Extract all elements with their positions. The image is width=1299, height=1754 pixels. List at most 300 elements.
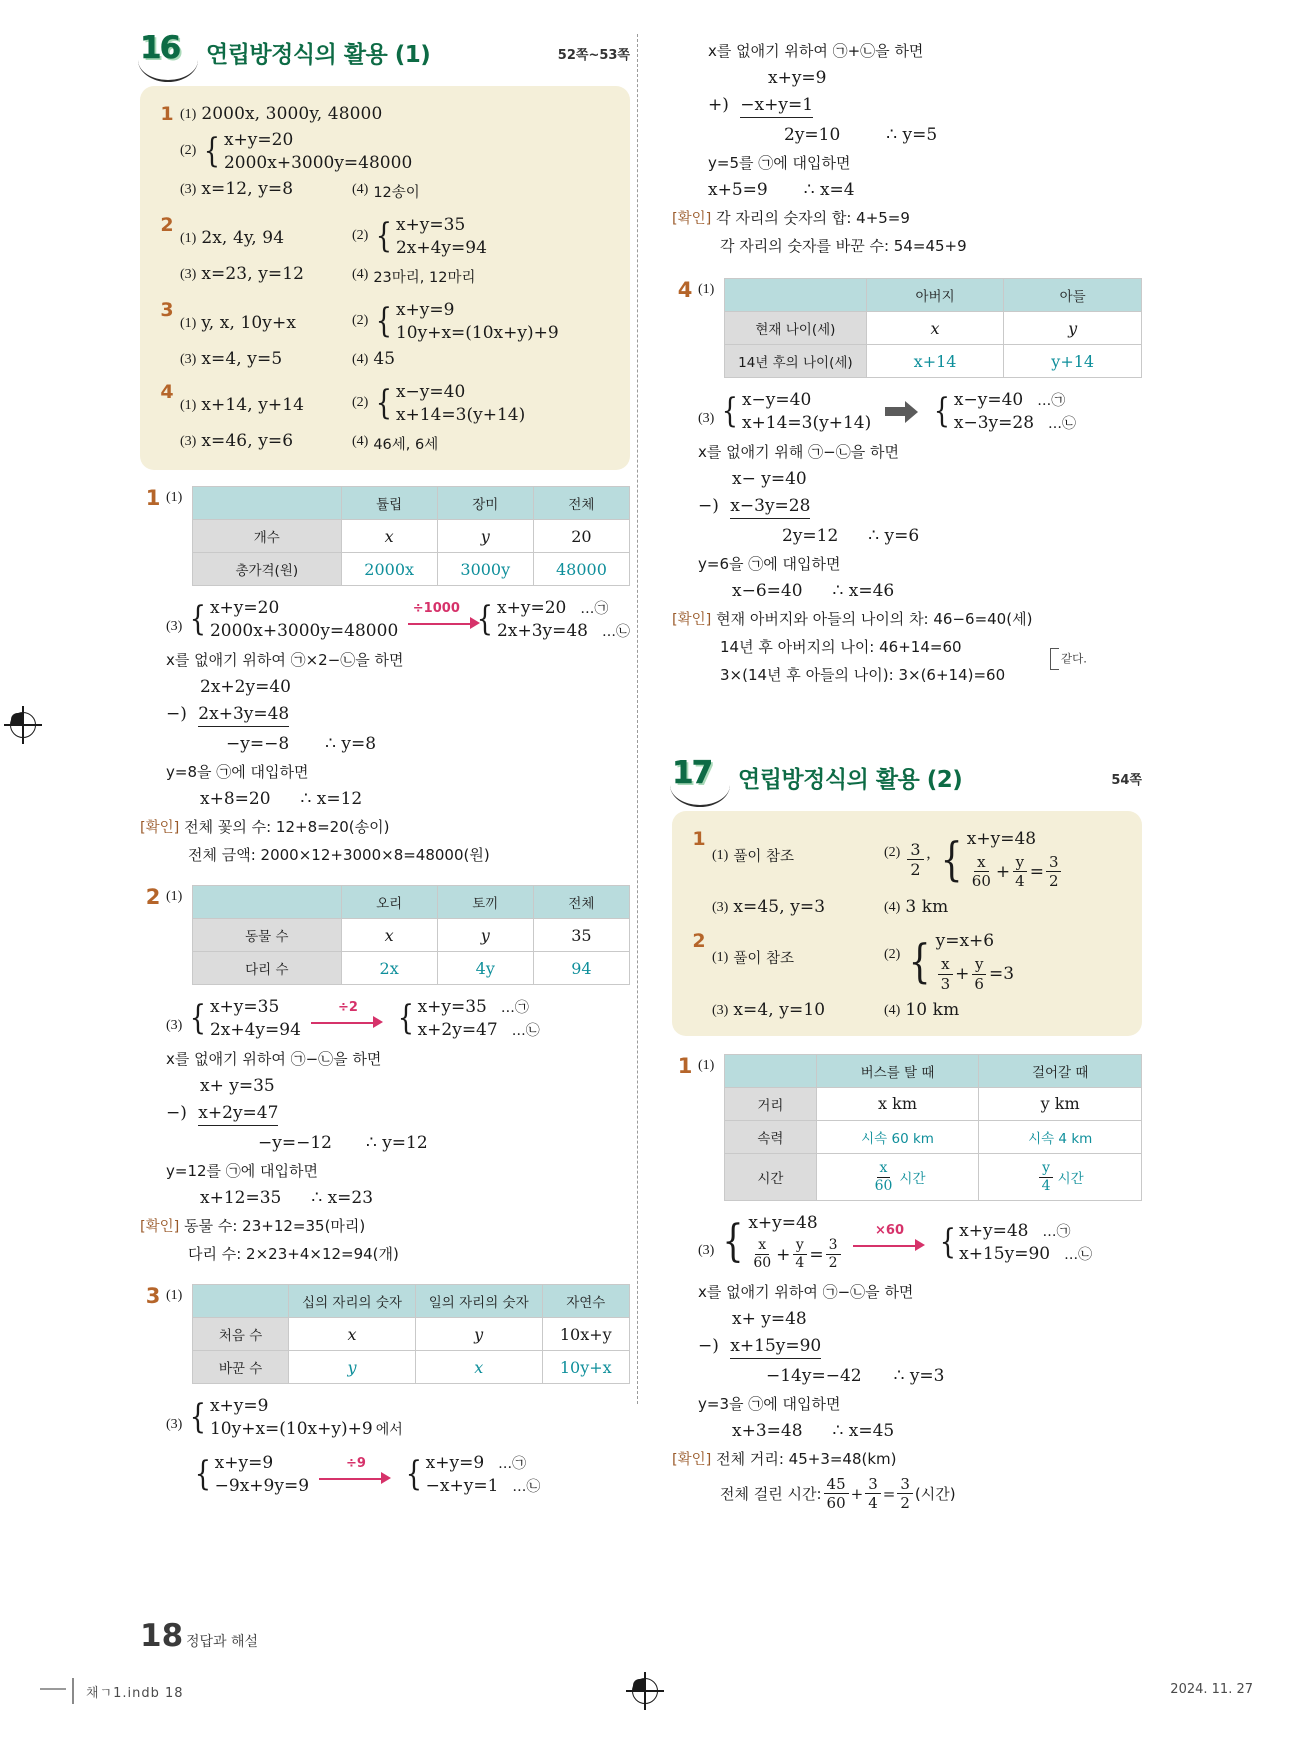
section-title: 연립방정식의 활용 (2) — [738, 767, 963, 793]
check-row — [140, 1215, 630, 1236]
equation-line: x−y=40 — [395, 382, 466, 402]
solution-step: −y=−8 — [226, 734, 290, 754]
solution-conclusion: ∴ x=45 — [832, 1421, 895, 1442]
equation-line: x+14=3(y+14) — [741, 413, 872, 433]
answer-sub-label: (4) — [352, 182, 369, 197]
elimination-operator: +) — [708, 95, 729, 115]
problem-number: 3 — [145, 1284, 161, 1308]
arrow-label: ×60 — [875, 1223, 904, 1239]
equation-suffix: 에서 — [375, 1422, 403, 1438]
table-header-cell — [725, 1054, 817, 1087]
table-header-cell — [193, 886, 342, 919]
solution-conclusion: ∴ x=23 — [311, 1188, 374, 1208]
check-label: [확인] — [140, 820, 180, 836]
table-cell: x+14 — [866, 345, 1004, 378]
page-number: 18 — [140, 1618, 184, 1654]
equation-line: x+y=9 — [395, 300, 455, 320]
equation-system-after: { x+y=35 …㉠ x+2y=47 …㉡ — [397, 997, 540, 1040]
table-cell: y — [480, 526, 490, 546]
solution-step: x+ y=35 — [200, 1076, 275, 1096]
equation-tag: …㉡ — [1048, 416, 1077, 432]
equation-system-before: { x+y=20 2000x+3000y=48000 — [190, 598, 399, 641]
answer-item — [154, 300, 614, 369]
solution-step: 2y=12 — [782, 526, 839, 546]
answer-value: 풀이 참조 — [733, 951, 794, 968]
check-text: 동물 수: 23+12=35(마리) — [184, 1217, 366, 1235]
answer-number: 3 — [160, 299, 174, 321]
answer-value: 3 km — [905, 897, 949, 918]
answer-sub-label: (1) — [712, 848, 729, 863]
solution-1 — [140, 598, 630, 865]
answer-value: 12송이 — [373, 185, 420, 201]
equation-system: { x−y=40 x+14=3(y+14) — [376, 382, 526, 425]
solution-conclusion: ∴ y=5 — [886, 125, 938, 145]
answer-value: x+14, y+14 — [201, 395, 305, 415]
answer-sub-label: (3) — [180, 352, 197, 367]
equation-line: x+y=48 — [748, 1212, 818, 1233]
table-row — [193, 952, 630, 985]
solution-sub-label: (3) — [698, 410, 715, 426]
solution-conclusion: ∴ x=12 — [300, 789, 363, 809]
elimination-equation: x−3y=28 — [730, 496, 810, 519]
answer-sub-label: (4) — [352, 267, 369, 282]
table-cell: 94 — [533, 952, 629, 985]
equation-line: 2x+3y=48 — [497, 621, 588, 641]
solution-step: x− y=40 — [732, 469, 807, 489]
equation-line: x+y=35 — [209, 997, 280, 1017]
table-cell: y — [480, 925, 490, 945]
table-row — [193, 520, 630, 553]
solution-step: y=12를 ㉠에 대입하면 — [166, 1162, 319, 1180]
answer-value: x=46, y=6 — [201, 431, 294, 451]
right-column — [672, 40, 1142, 1519]
check-text: 전체 금액: 2000×12+3000×8=48000(원) — [188, 846, 490, 864]
equation-line: x+y=35 — [395, 215, 466, 235]
equation-line: 2000x+3000y=48000 — [223, 153, 413, 173]
table-cell: y+14 — [1004, 345, 1142, 378]
section-page-ref: 54쪽 — [1111, 773, 1142, 788]
solution-step: x+5=9 — [708, 180, 768, 200]
solution-step: x−6=40 — [732, 581, 803, 601]
section-page-ref: 52쪽~53쪽 — [557, 48, 630, 63]
equation-system-before-2: { x+y=9 −9x+9y=9 — [194, 1453, 310, 1496]
answer-value: x=45, y=3 — [733, 897, 826, 918]
answer-sub-label: (3) — [180, 182, 197, 197]
table-row-label: 바꾼 수 — [193, 1351, 289, 1384]
check-row — [672, 1448, 1142, 1469]
table-header-cell: 튤립 — [341, 487, 437, 520]
table-cell: 2000x — [341, 553, 437, 586]
section-title: 연립방정식의 활용 (1) — [206, 42, 431, 68]
table-cell: 4y — [437, 952, 533, 985]
check-row: 전체 걸린 시간: $\frac{45}{60}$ + $\frac{3}{4}$ = $\frac{3}{2}$ (시간) — [720, 1475, 956, 1513]
table-header-cell: 일의 자리의 숫자 — [415, 1285, 542, 1318]
section-number: 17 — [672, 755, 712, 791]
answer-sub-label: (3) — [712, 1002, 729, 1018]
table-row — [725, 1087, 1142, 1120]
answer-sub-label: (1) — [180, 231, 197, 246]
answer-sub-label: (1) — [180, 316, 197, 331]
equation-line: x+2y=47 — [417, 1020, 498, 1040]
equation-tag: …㉡ — [511, 1023, 540, 1039]
elimination-operator: −) — [166, 1103, 187, 1123]
arrow-label: ÷1000 — [412, 600, 460, 616]
answer-value: x=23, y=12 — [201, 264, 305, 284]
table-cell: x — [347, 1324, 357, 1344]
answer-value: y, x, 10y+x — [201, 313, 297, 333]
solution-step: −14y=−42 — [766, 1366, 862, 1387]
equation-line: 2000x+3000y=48000 — [209, 621, 399, 641]
equation-line: $\frac{x}{60}$ + $\frac{y}{4}$ = $\frac{3}{2}$ — [967, 854, 1064, 889]
elimination-equation: −x+y=1 — [740, 95, 813, 118]
answer-number: 4 — [160, 381, 174, 403]
answer-value: x=4, y=10 — [733, 999, 826, 1020]
solution-step: x를 없애기 위하여 ㉠+㉡을 하면 — [708, 42, 924, 60]
equation-system-before: { x+y=35 2x+4y=94 — [190, 997, 301, 1040]
table-header-cell: 자연수 — [542, 1285, 629, 1318]
problem-1 — [140, 486, 630, 865]
solution-step: x+ y=48 — [732, 1309, 807, 1330]
fraction: $\frac{3}{2}$ — [907, 841, 923, 879]
table-header-cell: 아버지 — [866, 279, 1004, 312]
solution-step: x+3=48 — [732, 1421, 803, 1442]
solution-step: x를 없애기 위해 ㉠−㉡을 하면 — [698, 443, 899, 461]
table-cell: 시속 60 km — [816, 1120, 979, 1153]
table-row-label: 개수 — [193, 520, 342, 553]
transform-arrow — [311, 999, 385, 1036]
solution-sub-label: (3) — [698, 1243, 715, 1259]
solution-3-continued — [672, 40, 1142, 256]
equation-line: $\frac{x}{3}$ + $\frac{y}{6}$ = 3 — [936, 956, 1014, 991]
answer-value: 45 — [373, 349, 396, 369]
check-row — [720, 235, 1142, 256]
equation-line: −9x+9y=9 — [214, 1476, 310, 1496]
table-header-cell: 십의 자리의 숫자 — [289, 1285, 416, 1318]
table-header-cell — [193, 1285, 289, 1318]
table-header-cell: 오리 — [341, 886, 437, 919]
table-row — [725, 312, 1142, 345]
equation-line: x+15y=90 — [959, 1243, 1051, 1264]
elimination-operator: −) — [698, 1336, 719, 1357]
equation-line: x+y=9 — [425, 1453, 485, 1473]
answer-value: 2000x, 3000y, 48000 — [201, 104, 383, 124]
solution-step: y=6을 ㉠에 대입하면 — [698, 555, 841, 573]
check-row — [720, 651, 1142, 685]
page-label: 정답과 해설 — [186, 1634, 259, 1650]
table-cell: x — [474, 1357, 484, 1377]
table-cell: 20 — [533, 520, 629, 553]
answer-value: 풀이 참조 — [733, 849, 794, 865]
problem-sub-label: (1) — [698, 282, 715, 297]
solution-step: y=5를 ㉠에 대입하면 — [708, 154, 851, 172]
problem-number: 1 — [677, 1053, 693, 1078]
elimination-operator: −) — [698, 496, 719, 516]
problem-3 — [140, 1284, 630, 1496]
table-row — [725, 1120, 1142, 1153]
solution-sub-label: (3) — [166, 1416, 183, 1432]
equation-tag: …㉠ — [580, 601, 609, 617]
equation-system-before: { x+y=9 10y+x=(10x+y)+9 — [190, 1396, 373, 1439]
elimination-row — [708, 95, 1142, 118]
check-text: 전체 꽃의 수: 12+8=20(송이) — [184, 818, 390, 836]
transform-arrow — [853, 1225, 927, 1259]
table-row-label: 시간 — [725, 1153, 817, 1200]
table-tulip-rose — [192, 486, 630, 586]
equation-system: { x+y=9 10y+x=(10x+y)+9 — [376, 300, 559, 343]
problem-number: 1 — [145, 486, 161, 510]
answer-value: 2x, 4y, 94 — [201, 228, 285, 248]
table-row-label: 거리 — [725, 1087, 817, 1120]
table-row-label: 처음 수 — [193, 1318, 289, 1351]
registration-mark-left — [10, 712, 36, 738]
equation-system-after-2: { x+y=9 …㉠ −x+y=1 …㉡ — [405, 1453, 541, 1496]
solution-sub-label: (3) — [166, 1017, 183, 1033]
table-cell: y — [474, 1324, 484, 1344]
answer-item — [154, 382, 614, 454]
check-text: (시간) — [914, 1485, 956, 1504]
table-header-cell: 버스를 탈 때 — [816, 1054, 979, 1087]
table-cell: 10y+x — [542, 1351, 629, 1384]
equation-system-after: { x+y=48 …㉠ x+15y=90 …㉡ — [939, 1220, 1093, 1264]
check-text: 전체 걸린 시간: — [720, 1485, 822, 1504]
problem-sub-label: (1) — [698, 1057, 715, 1073]
solution-step: 2x+2y=40 — [200, 677, 291, 697]
equation-line: x+y=48 — [959, 1220, 1029, 1241]
check-row — [188, 844, 630, 865]
table-cell: x — [384, 526, 394, 546]
solution-4 — [672, 390, 1142, 685]
elimination-row — [166, 704, 630, 727]
problem-sub-label: (1) — [166, 1288, 183, 1303]
equation-line: x−y=40 — [741, 390, 812, 410]
check-text: 각 자리의 숫자의 합: 4+5=9 — [716, 209, 910, 227]
answer-item — [154, 104, 614, 202]
answer-number: 1 — [692, 828, 706, 850]
solution-conclusion: ∴ y=12 — [365, 1133, 428, 1153]
answer-item: 1 (1) 풀이 참조 (2) $\frac{3}{2}$ , { x+y=48 $\frac{x}{60}$ + $\frac{y}{4}$ = $\frac{3}{2}$ (3) x=45, y=3 (4) 3 km — [686, 829, 1126, 917]
answer-sub-label: (2) — [352, 228, 369, 243]
equation-tag: …㉠ — [500, 1000, 529, 1016]
table-header-cell: 아들 — [1004, 279, 1142, 312]
solution-right-1 — [672, 1212, 1142, 1513]
problem-sub-label: (1) — [166, 490, 183, 505]
answer-sub-label: (2) — [352, 313, 369, 328]
elimination-row — [698, 496, 1142, 519]
answer-sub-label: (1) — [180, 107, 197, 122]
equation-line: x+14=3(y+14) — [395, 405, 526, 425]
callout-same — [1050, 648, 1087, 670]
equation-tag: …㉠ — [1037, 393, 1066, 409]
equation-system: { x+y=35 2x+4y=94 — [376, 215, 487, 258]
footer-rule — [40, 1688, 66, 1690]
table-row-label: 속력 — [725, 1120, 817, 1153]
table-row — [193, 1351, 630, 1384]
solution-3 — [166, 1396, 630, 1496]
equation-line: 10y+x=(10x+y)+9 — [395, 323, 559, 343]
equation-tag: …㉡ — [602, 624, 630, 640]
check-label: [확인] — [672, 1452, 712, 1469]
table-row-label: 다리 수 — [193, 952, 342, 985]
solution-step: x를 없애기 위하여 ㉠×2−㉡을 하면 — [166, 651, 404, 669]
equation-line: $\frac{x}{60}$ + $\frac{y}{4}$ = $\frac{3}{2}$ — [748, 1238, 842, 1271]
equation-tag: …㉡ — [512, 1479, 541, 1495]
equation-system-after: { x−y=40 …㉠ x−3y=28 …㉡ — [933, 390, 1077, 433]
elimination-row — [698, 1336, 1142, 1359]
equation-system-before: { x+y=48 $\frac{x}{60}$ + $\frac{y}{4}$ = $\frac{3}{2}$ — [719, 1213, 842, 1271]
table-header-cell: 걸어갈 때 — [979, 1054, 1142, 1087]
elimination-equation: x+2y=47 — [198, 1103, 278, 1126]
section-16-header — [140, 30, 630, 80]
table-header-cell — [193, 487, 342, 520]
check-row — [672, 608, 1142, 629]
table-cell: x — [384, 925, 394, 945]
solution-step: 2y=10 — [784, 125, 841, 145]
callout-text: 같다. — [1061, 651, 1087, 666]
section-underline-arc — [670, 785, 730, 807]
answer-value: x=4, y=5 — [201, 349, 283, 369]
solution-step: y=8을 ㉠에 대입하면 — [166, 763, 309, 781]
table-row — [193, 1318, 630, 1351]
equation-system: { y=x+6 $\frac{x}{3}$ + $\frac{y}{6}$ = 3 — [908, 931, 1015, 993]
solution-step: y=3을 ㉠에 대입하면 — [698, 1395, 841, 1414]
answer-sub-label: (4) — [884, 1002, 901, 1018]
solution-step: −y=−12 — [258, 1133, 332, 1153]
check-label: [확인] — [140, 1219, 180, 1235]
check-label: [확인] — [672, 612, 712, 628]
table-header-cell: 전체 — [533, 487, 629, 520]
equation-line: y=x+6 — [935, 931, 995, 952]
transform-arrow — [319, 1455, 393, 1492]
problem-number: 2 — [145, 885, 161, 909]
check-text: 전체 거리: 45+3=48(km) — [716, 1450, 897, 1469]
answer-sub-label: (2) — [180, 143, 197, 158]
table-cell: y — [347, 1357, 357, 1377]
table-row-label: 현재 나이(세) — [725, 312, 867, 345]
equation-system: { x+y=20 2000x+3000y=48000 — [204, 130, 413, 173]
problem-right-1 — [672, 1054, 1142, 1512]
table-row-label: 총가격(원) — [193, 553, 342, 586]
equation-line: x+y=48 — [966, 829, 1037, 849]
answer-sub-label: (3) — [180, 434, 197, 449]
table-header-cell: 전체 — [533, 886, 629, 919]
equation-line: x+y=9 — [209, 1396, 269, 1416]
equation-line: x+y=20 — [209, 598, 280, 618]
transform-arrow-thick — [883, 401, 919, 423]
equation-system-after: { x+y=20 …㉠ 2x+3y=48 …㉡ — [477, 598, 630, 641]
table-row-label: 동물 수 — [193, 919, 342, 952]
answer-number: 2 — [160, 214, 174, 236]
solution-conclusion: ∴ x=4 — [803, 180, 855, 200]
equation-line: x+y=20 — [223, 130, 294, 150]
table-header-cell: 토끼 — [437, 886, 533, 919]
equation-tag: …㉠ — [498, 1456, 527, 1472]
table-row — [193, 553, 630, 586]
check-text: 3×(14년 후 아들의 나이): 3×(6+14)=60 — [720, 666, 1006, 684]
check-row — [188, 1243, 630, 1264]
check-label: [확인] — [672, 211, 712, 227]
elimination-row — [166, 1103, 630, 1126]
problem-number: 4 — [677, 278, 693, 302]
table-cell: 시속 4 km — [979, 1120, 1142, 1153]
table-cell: $\frac{x}{60}$ 시간 — [816, 1153, 979, 1200]
transform-arrow — [408, 600, 464, 637]
equation-line: x+y=20 — [497, 598, 567, 618]
solution-conclusion: ∴ y=6 — [868, 526, 920, 546]
answer-item — [154, 215, 614, 287]
section-number: 16 — [140, 30, 180, 66]
problem-4 — [672, 278, 1142, 685]
equation-line: x+y=35 — [417, 997, 487, 1017]
left-column — [140, 30, 630, 1496]
table-cell: x km — [816, 1087, 979, 1120]
table-cell: 2x — [341, 952, 437, 985]
table-row — [725, 345, 1142, 378]
solution-step: x+y=9 — [768, 68, 827, 88]
elimination-operator: −) — [166, 704, 187, 724]
column-divider — [637, 34, 638, 1404]
table-duck-rabbit — [192, 885, 630, 985]
equation-line: x−y=40 — [953, 390, 1024, 410]
footer-bar — [72, 1678, 74, 1704]
table-cell: x — [930, 318, 940, 338]
check-text: 각 자리의 숫자를 바꾼 수: 54=45+9 — [720, 237, 967, 255]
footer-filename: 채ㄱ1.indb 18 — [86, 1686, 184, 1701]
table-header-cell — [725, 279, 867, 312]
table-cell: 48000 — [533, 553, 629, 586]
elimination-equation: x+15y=90 — [730, 1336, 821, 1359]
solution-conclusion: ∴ y=3 — [893, 1366, 945, 1387]
equation-tag: …㉡ — [1064, 1246, 1093, 1263]
check-row — [140, 816, 630, 837]
answer-sub-label: (3) — [180, 267, 197, 282]
table-cell: 35 — [533, 919, 629, 952]
table-cell: $\frac{y}{4}$ 시간 — [979, 1153, 1142, 1200]
elimination-equation: 2x+3y=48 — [198, 704, 289, 727]
solution-2 — [140, 997, 630, 1264]
answer-sub-label: (4) — [352, 434, 369, 449]
answer-sub-label: (1) — [180, 398, 197, 413]
answer-value: 10 km — [905, 999, 960, 1020]
equation-line: x−3y=28 — [953, 413, 1035, 433]
table-bus-walk — [724, 1054, 1142, 1201]
section-underline-arc — [138, 60, 198, 82]
solution-step: x+12=35 — [200, 1188, 282, 1208]
check-text: 현재 아버지와 아들의 나이의 차: 46−6=40(세) — [716, 610, 1033, 628]
table-cell: 3000y — [437, 553, 533, 586]
answer-number: 2 — [692, 930, 706, 953]
solution-step: x+8=20 — [200, 789, 271, 809]
problem-2 — [140, 885, 630, 1264]
equation-system: { x+y=48 $\frac{x}{60}$ + $\frac{y}{4}$ = $\frac{3}{2}$ — [937, 829, 1064, 889]
equation-line: 2x+4y=94 — [209, 1020, 301, 1040]
answer-item — [686, 931, 1126, 1019]
equation-line: 10y+x=(10x+y)+9 — [209, 1419, 373, 1439]
check-text: 다리 수: 2×23+4×12=94(개) — [188, 1245, 399, 1263]
table-header-cell: 장미 — [437, 487, 533, 520]
answer-sub-label: (2) — [352, 395, 369, 410]
table-father-son — [724, 278, 1142, 378]
equation-line: x+y=9 — [214, 1453, 274, 1473]
problem-sub-label: (1) — [166, 889, 183, 904]
table-row — [193, 919, 630, 952]
answer-value: 46세, 6세 — [373, 437, 439, 453]
solution-step: x를 없애기 위하여 ㉠−㉡을 하면 — [698, 1283, 914, 1302]
answer-sub-label: (2) — [884, 845, 901, 860]
table-row-label: 14년 후의 나이(세) — [725, 345, 867, 378]
registration-mark-bottom — [632, 1678, 658, 1704]
equation-line: 2x+4y=94 — [395, 238, 487, 258]
footer-date: 2024. 11. 27 — [1170, 1682, 1253, 1697]
